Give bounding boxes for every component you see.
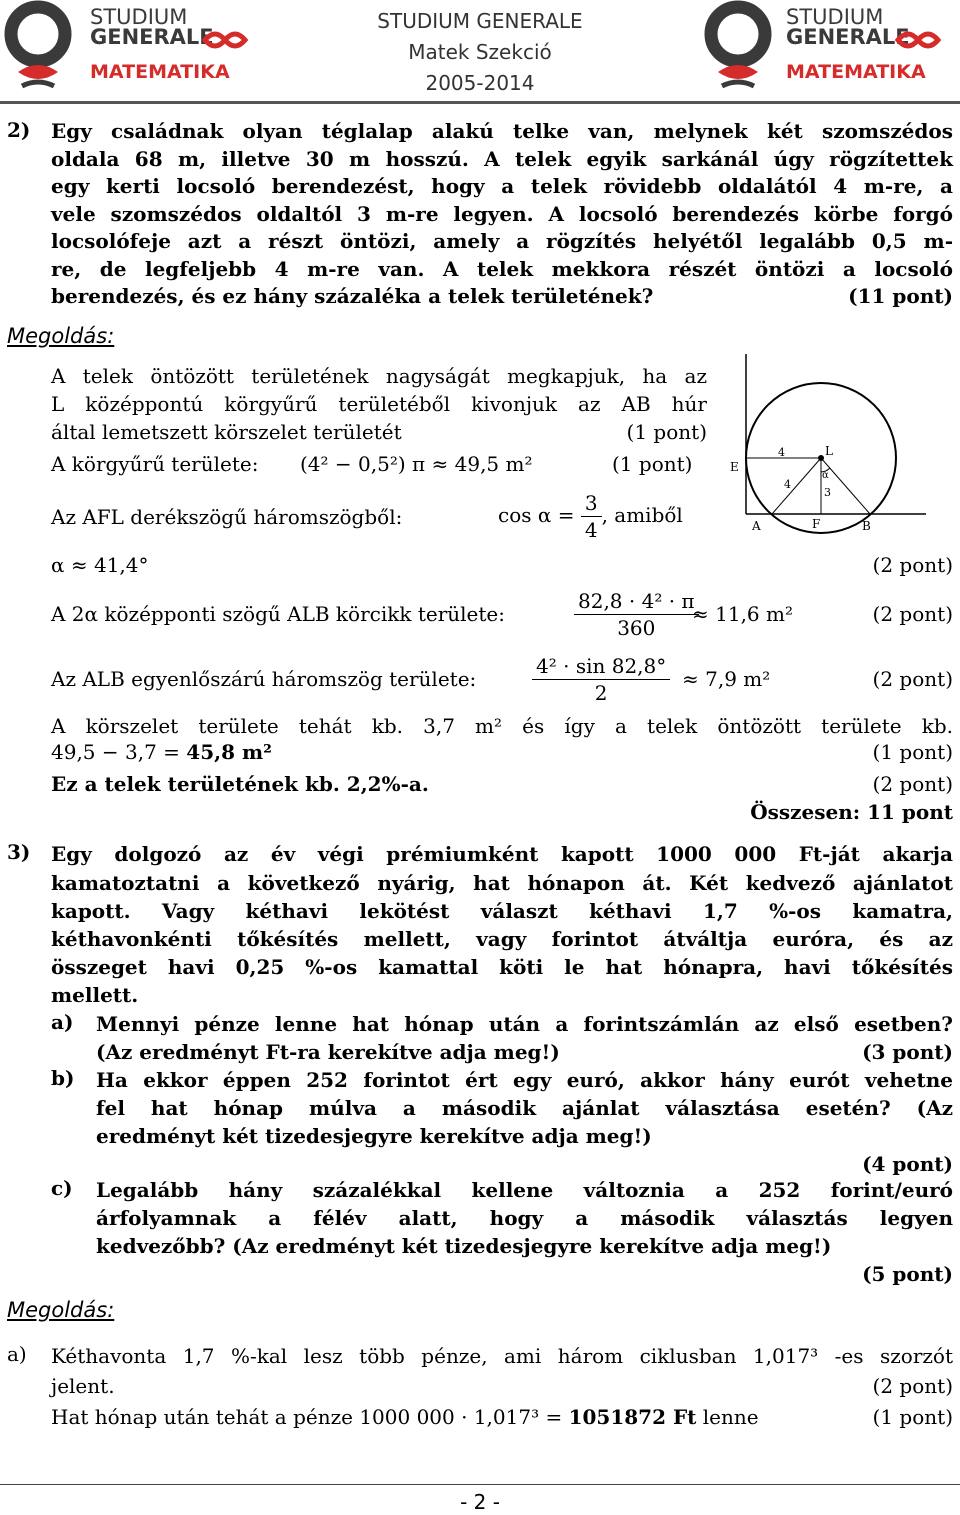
cos-after: , amiből bbox=[601, 503, 683, 527]
fig-label-A: A bbox=[752, 519, 761, 533]
ring-label: A körgyűrű területe: bbox=[51, 452, 259, 476]
header-title-3: 2005-2014 bbox=[425, 71, 535, 95]
problem2-line: vele szomszédos oldaltól 3 m-re legyen. A locsoló berendezés körbe forgó bbox=[51, 201, 953, 226]
segment-result: 45,8 m² bbox=[186, 740, 272, 764]
solution3-a-line3-prefix: Hat hónap után tehát a pénze 1000 000 · 1,017³ = bbox=[51, 1405, 569, 1429]
segment-points: (1 pont) bbox=[872, 740, 953, 764]
problem3-b bbox=[96, 1066, 953, 1178]
sector-fraction bbox=[574, 588, 699, 641]
studium-logo-icon bbox=[700, 0, 960, 100]
sector-label: A 2α középponti szögű ALB körcikk területe: bbox=[51, 602, 505, 626]
solution2-intro-line: A telek öntözött területének nagyságát megkapjuk, ha az bbox=[51, 364, 707, 388]
alpha-value: α ≈ 41,4° bbox=[51, 553, 149, 577]
triangle-result: ≈ 7,9 m² bbox=[682, 667, 771, 691]
problem3-a-line: (Az eredményt Ft-ra kerekítve adja meg!) bbox=[96, 1040, 560, 1064]
sector-numerator: 82,8 · 4² · π bbox=[574, 588, 699, 615]
fig-label-F: F bbox=[812, 517, 821, 531]
problem3-line: összeget havi 0,25 %-os kamattal köti le hat hónapra, havi tőkésítés bbox=[51, 955, 953, 979]
problem3-text bbox=[51, 839, 953, 1009]
logo-right-line3: MATEMATIKA bbox=[786, 61, 926, 83]
fig-label-E: E bbox=[730, 460, 739, 474]
segment-calc-line bbox=[51, 740, 272, 764]
solution3-a-line3 bbox=[51, 1405, 759, 1429]
triangle-fraction bbox=[532, 653, 670, 706]
segment-calc: 49,5 − 3,7 = bbox=[51, 740, 187, 764]
problem3-c-line: árfolyamnak a félév alatt, hogy a második választás legyen bbox=[96, 1206, 953, 1230]
sector-result: ≈ 11,6 m² bbox=[692, 602, 793, 626]
solution2-intro bbox=[51, 362, 707, 446]
solution2-intro-line: által lemetszett körszelet területét bbox=[51, 420, 402, 444]
ring-formula: (4² − 0,5²) π ≈ 49,5 m² bbox=[300, 452, 533, 476]
problem3-line: kapott. Vagy kéthavi lekötést választ kéthavi 1,7 %-os kamatra, bbox=[51, 899, 953, 923]
studium-logo-icon bbox=[0, 0, 260, 100]
fig-label-B: B bbox=[862, 519, 871, 533]
fig-label-L: L bbox=[825, 444, 833, 458]
solution3-a-line3-result: 1051872 Ft bbox=[568, 1405, 697, 1429]
cos-formula bbox=[498, 490, 683, 543]
afl-label: Az AFL derékszögű háromszögből: bbox=[51, 505, 403, 529]
circle-figure bbox=[726, 354, 956, 544]
logo-left-line1: STUDIUM bbox=[90, 5, 188, 29]
cos-numerator: 3 bbox=[581, 490, 602, 517]
solution2-heading: Megoldás: bbox=[7, 324, 115, 348]
logo-left-line3: MATEMATIKA bbox=[90, 61, 230, 83]
logo-right-line1: STUDIUM bbox=[786, 5, 884, 29]
problem3-a-line: Mennyi pénze lenne hat hónap után a forintszámlán az első esetben? bbox=[96, 1012, 953, 1036]
solution3-a-line2-points: (2 pont) bbox=[872, 1374, 953, 1398]
triangle-denominator: 2 bbox=[594, 681, 608, 705]
logo-left-line2: GENERALE bbox=[90, 25, 214, 49]
header-divider bbox=[0, 101, 960, 104]
solution2-intro-points: (1 pont) bbox=[626, 420, 707, 444]
segment-line: A körszelet területe tehát kb. 3,7 m² és így a telek öntözött területe kb. bbox=[51, 714, 953, 738]
problem3-line: Egy dolgozó az év végi prémiumként kapott 1000 000 Ft-ját akarja bbox=[51, 842, 953, 866]
solution3-a-line1: Kéthavonta 1,7 %-kal lesz több pénze, ami három ciklusban 1,017³ -es szorzót bbox=[51, 1344, 953, 1368]
alpha-points: (2 pont) bbox=[872, 553, 953, 577]
problem2-text bbox=[51, 118, 953, 311]
cos-denominator: 4 bbox=[584, 518, 598, 542]
solution3-a-line3-suffix: lenne bbox=[696, 1405, 759, 1429]
problem2-line: re, de legfeljebb 4 m-re van. A telek mekkora részét öntözi a locsoló bbox=[51, 256, 953, 281]
fig-label-4a: 4 bbox=[778, 446, 785, 459]
solution3-heading: Megoldás: bbox=[7, 1298, 115, 1322]
footer-divider bbox=[0, 1484, 960, 1485]
fig-label-alpha: α bbox=[822, 470, 829, 481]
header-title-1: STUDIUM GENERALE bbox=[377, 9, 583, 33]
solution2-intro-line: L középpontú körgyűrű területéből kivonjuk az AB húr bbox=[51, 392, 707, 416]
sector-points: (2 pont) bbox=[872, 602, 953, 626]
problem3-line: kamatoztatni a következő nyárig, hat hónapon át. Két kedvező ajánlatot bbox=[51, 871, 953, 895]
solution3-a-line2: jelent. bbox=[51, 1374, 115, 1398]
header-title-2: Matek Szekció bbox=[408, 40, 552, 64]
problem2-number: 2) bbox=[7, 118, 31, 142]
solution3-a-label: a) bbox=[7, 1342, 27, 1366]
problem3-a bbox=[96, 1010, 953, 1066]
logo-right bbox=[700, 0, 960, 100]
header-title bbox=[330, 6, 630, 99]
problem3-b-points: (4 pont) bbox=[862, 1152, 953, 1176]
problem3-a-label: a) bbox=[51, 1010, 74, 1034]
fig-label-4b: 4 bbox=[784, 478, 791, 491]
problem3-c bbox=[96, 1176, 953, 1288]
sector-denominator: 360 bbox=[617, 616, 656, 640]
problem2-line: oldala 68 m, illetve 30 m hosszú. A telek egyik sarkánál úgy rögzítettek bbox=[51, 146, 953, 171]
problem3-c-line: Legalább hány százalékkal kellene változnia a 252 forint/euró bbox=[96, 1178, 953, 1202]
fig-label-3: 3 bbox=[824, 486, 831, 499]
problem3-c-label: c) bbox=[51, 1176, 73, 1200]
percent-points: (2 pont) bbox=[872, 772, 953, 796]
problem3-b-line: eredményt két tizedesjegyre kerekítve adja meg!) bbox=[96, 1124, 652, 1148]
problem3-line: mellett. bbox=[51, 983, 139, 1007]
problem2-line: egy kerti locsoló berendezést, hogy a telek rövidebb oldalától 4 m-re, a bbox=[51, 174, 953, 198]
ring-points: (1 pont) bbox=[612, 452, 693, 476]
problem3-line: kéthavonkénti tőkésítés mellett, vagy forintot átváltja euróra, és az bbox=[51, 927, 953, 951]
problem2-line: locsolófeje azt a részt öntözi, amely a rögzítés helyétől legalább 0,5 m- bbox=[51, 229, 953, 253]
problem3-a-points: (3 pont) bbox=[862, 1040, 953, 1064]
page-number: - 2 - bbox=[460, 1490, 500, 1514]
solution3-a-line3-points: (1 pont) bbox=[872, 1405, 953, 1429]
problem2-points: (11 pont) bbox=[848, 284, 953, 308]
sprinkler-diagram-icon bbox=[726, 354, 956, 544]
logo-left bbox=[0, 0, 260, 100]
triangle-numerator: 4² · sin 82,8° bbox=[532, 653, 670, 680]
problem3-c-line: kedvezőbb? (Az eredményt két tizedesjegyre kerekítve adja meg!) bbox=[96, 1234, 832, 1258]
problem3-b-label: b) bbox=[51, 1066, 75, 1090]
triangle-points: (2 pont) bbox=[872, 667, 953, 691]
cos-lhs: cos α = bbox=[498, 503, 575, 527]
logo-right-line2: GENERALE bbox=[786, 25, 910, 49]
solution2-total: Összesen: 11 pont bbox=[750, 800, 953, 824]
problem3-number: 3) bbox=[7, 840, 31, 864]
problem3-b-line: fel hat hónap múlva a második ajánlat választása esetén? (Az bbox=[96, 1096, 953, 1120]
problem2-line: Egy családnak olyan téglalap alakú telke van, melynek két szomszédos bbox=[51, 119, 953, 143]
percent-line: Ez a telek területének kb. 2,2%-a. bbox=[51, 772, 429, 796]
problem2-line: berendezés, és ez hány százaléka a telek területének? bbox=[51, 284, 654, 308]
problem3-c-points: (5 pont) bbox=[862, 1262, 953, 1286]
cos-fraction bbox=[581, 490, 602, 543]
triangle-label: Az ALB egyenlőszárú háromszög területe: bbox=[51, 667, 477, 691]
problem3-b-line: Ha ekkor éppen 252 forintot ért egy euró, akkor hány eurót vehetne bbox=[96, 1068, 953, 1092]
